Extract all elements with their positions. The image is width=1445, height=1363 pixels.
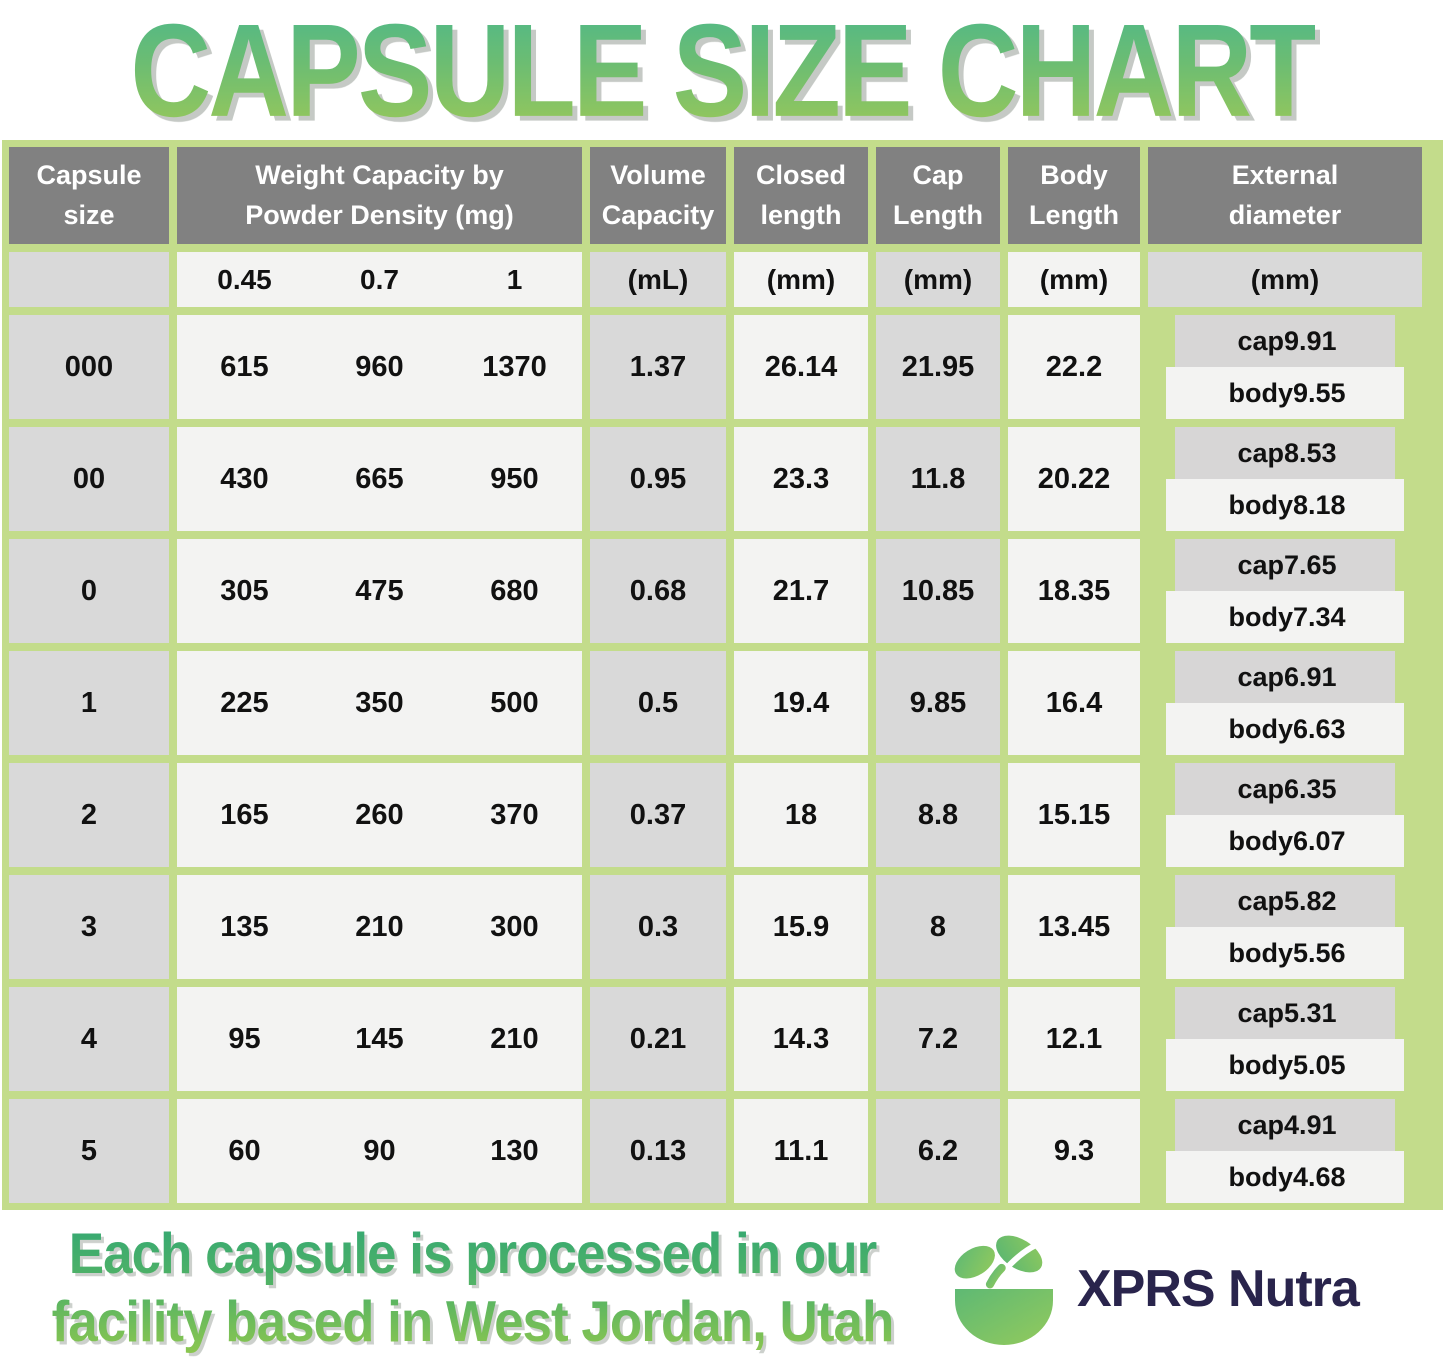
cap-length-cell: 8.8 bbox=[876, 763, 1000, 867]
cap-length-cell: 9.85 bbox=[876, 651, 1000, 755]
external-diameter-cell bbox=[1148, 315, 1422, 419]
external-cap-value: 9.91 bbox=[1283, 325, 1337, 356]
external-body-value: 5.05 bbox=[1292, 1049, 1346, 1080]
external-body-label: body bbox=[1228, 377, 1293, 408]
body-length-cell: 13.45 bbox=[1008, 875, 1140, 979]
external-cap-subrow bbox=[1175, 763, 1394, 815]
external-body-value: 9.55 bbox=[1292, 377, 1346, 408]
capsule-size-cell: 3 bbox=[9, 875, 169, 979]
external-cap-subrow bbox=[1175, 539, 1394, 591]
weight-045-value: 135 bbox=[220, 910, 269, 943]
weight-1-value: 370 bbox=[490, 798, 539, 831]
weight-1-value: 950 bbox=[490, 462, 539, 495]
external-body-subrow bbox=[1166, 591, 1403, 643]
weight-07-value: 210 bbox=[355, 910, 404, 943]
external-body-subrow bbox=[1166, 367, 1403, 419]
external-body-label: body bbox=[1228, 825, 1293, 856]
units-body: (mm) bbox=[1008, 252, 1140, 307]
units-volume: (mL) bbox=[590, 252, 726, 307]
body-length-cell: 18.35 bbox=[1008, 539, 1140, 643]
external-diameter-cell bbox=[1148, 427, 1422, 531]
weight-capacity-cell bbox=[177, 763, 582, 867]
external-diameter-cell bbox=[1148, 987, 1422, 1091]
cap-length-cell: 8 bbox=[876, 875, 1000, 979]
external-body-value: 6.63 bbox=[1292, 713, 1346, 744]
external-cap-label: cap bbox=[1237, 325, 1284, 356]
external-cap-value: 8.53 bbox=[1283, 437, 1337, 468]
external-cap-label: cap bbox=[1237, 549, 1284, 580]
table-row bbox=[9, 539, 1436, 643]
capsule-size-cell: 4 bbox=[9, 987, 169, 1091]
volume-capacity-cell: 0.13 bbox=[590, 1099, 726, 1203]
body-length-cell: 12.1 bbox=[1008, 987, 1140, 1091]
table-row bbox=[9, 987, 1436, 1091]
external-cap-label: cap bbox=[1237, 437, 1284, 468]
closed-length-cell: 11.1 bbox=[734, 1099, 868, 1203]
header-weight-capacity: Weight Capacity by Powder Density (mg) bbox=[177, 147, 582, 244]
weight-045-value: 615 bbox=[220, 350, 269, 383]
external-body-subrow bbox=[1166, 1151, 1403, 1203]
external-cap-label: cap bbox=[1237, 1109, 1284, 1140]
external-cap-label: cap bbox=[1237, 885, 1284, 916]
external-cap-value: 6.91 bbox=[1283, 661, 1337, 692]
weight-capacity-cell bbox=[177, 539, 582, 643]
external-body-subrow bbox=[1166, 479, 1403, 531]
closed-length-cell: 21.7 bbox=[734, 539, 868, 643]
external-body-label: body bbox=[1228, 1161, 1293, 1192]
weight-capacity-cell bbox=[177, 315, 582, 419]
volume-capacity-cell: 0.68 bbox=[590, 539, 726, 643]
table-row bbox=[9, 875, 1436, 979]
brand-logo bbox=[945, 1233, 1359, 1345]
external-body-value: 6.07 bbox=[1292, 825, 1346, 856]
mortar-leaf-icon bbox=[945, 1233, 1063, 1345]
density-045: 0.45 bbox=[217, 263, 272, 295]
table-row bbox=[9, 427, 1436, 531]
external-cap-value: 4.91 bbox=[1283, 1109, 1337, 1140]
external-body-subrow bbox=[1166, 1039, 1403, 1091]
weight-045-value: 305 bbox=[220, 574, 269, 607]
external-body-label: body bbox=[1228, 1049, 1293, 1080]
weight-07-value: 665 bbox=[355, 462, 404, 495]
external-body-subrow bbox=[1166, 927, 1403, 979]
volume-capacity-cell: 0.5 bbox=[590, 651, 726, 755]
weight-1-value: 130 bbox=[490, 1134, 539, 1167]
table-row bbox=[9, 651, 1436, 755]
external-cap-subrow bbox=[1175, 875, 1394, 927]
cap-length-cell: 11.8 bbox=[876, 427, 1000, 531]
weight-045-value: 430 bbox=[220, 462, 269, 495]
external-body-subrow bbox=[1166, 815, 1403, 867]
header-closed-length: Closed length bbox=[734, 147, 868, 244]
density-1: 1 bbox=[506, 263, 523, 295]
weight-045-value: 165 bbox=[220, 798, 269, 831]
header-external-diameter: External diameter bbox=[1148, 147, 1422, 244]
header-cap-length: Cap Length bbox=[876, 147, 1000, 244]
external-cap-value: 5.31 bbox=[1283, 997, 1337, 1028]
weight-capacity-cell bbox=[177, 987, 582, 1091]
external-body-label: body bbox=[1228, 489, 1293, 520]
weight-1-value: 680 bbox=[490, 574, 539, 607]
body-length-cell: 15.15 bbox=[1008, 763, 1140, 867]
closed-length-cell: 15.9 bbox=[734, 875, 868, 979]
weight-07-value: 260 bbox=[355, 798, 404, 831]
table-header-row bbox=[9, 147, 1436, 244]
external-cap-subrow bbox=[1175, 427, 1394, 479]
closed-length-cell: 23.3 bbox=[734, 427, 868, 531]
table-row bbox=[9, 763, 1436, 867]
weight-capacity-cell bbox=[177, 1099, 582, 1203]
capsule-size-table bbox=[2, 140, 1443, 1210]
cap-length-cell: 21.95 bbox=[876, 315, 1000, 419]
external-cap-label: cap bbox=[1237, 773, 1284, 804]
body-length-cell: 16.4 bbox=[1008, 651, 1140, 755]
capsule-size-cell: 000 bbox=[9, 315, 169, 419]
page-header bbox=[0, 0, 1445, 144]
weight-07-value: 90 bbox=[363, 1134, 396, 1167]
external-body-value: 8.18 bbox=[1292, 489, 1346, 520]
external-diameter-cell bbox=[1148, 763, 1422, 867]
external-cap-value: 5.82 bbox=[1283, 885, 1337, 916]
footer-tagline bbox=[0, 1221, 945, 1356]
weight-capacity-cell bbox=[177, 875, 582, 979]
external-cap-label: cap bbox=[1237, 661, 1284, 692]
volume-capacity-cell: 0.95 bbox=[590, 427, 726, 531]
weight-1-value: 300 bbox=[490, 910, 539, 943]
tagline-line-2: facility based in West Jordan, Utah bbox=[51, 1290, 894, 1354]
external-diameter-cell bbox=[1148, 539, 1422, 643]
external-diameter-cell bbox=[1148, 651, 1422, 755]
external-diameter-cell bbox=[1148, 875, 1422, 979]
closed-length-cell: 26.14 bbox=[734, 315, 868, 419]
capsule-size-cell: 1 bbox=[9, 651, 169, 755]
table-row bbox=[9, 315, 1436, 419]
external-cap-label: cap bbox=[1237, 997, 1284, 1028]
cap-length-cell: 7.2 bbox=[876, 987, 1000, 1091]
units-densities bbox=[177, 252, 582, 307]
capsule-size-cell: 00 bbox=[9, 427, 169, 531]
weight-045-value: 60 bbox=[228, 1134, 261, 1167]
external-body-label: body bbox=[1228, 937, 1293, 968]
units-closed: (mm) bbox=[734, 252, 868, 307]
closed-length-cell: 19.4 bbox=[734, 651, 868, 755]
external-body-value: 4.68 bbox=[1292, 1161, 1346, 1192]
cap-length-cell: 10.85 bbox=[876, 539, 1000, 643]
body-length-cell: 20.22 bbox=[1008, 427, 1140, 531]
external-diameter-cell bbox=[1148, 1099, 1422, 1203]
external-cap-subrow bbox=[1175, 1099, 1394, 1151]
density-07: 0.7 bbox=[360, 263, 399, 295]
external-body-value: 7.34 bbox=[1292, 601, 1346, 632]
header-volume-capacity: Volume Capacity bbox=[590, 147, 726, 244]
units-cap: (mm) bbox=[876, 252, 1000, 307]
weight-045-value: 95 bbox=[228, 1022, 261, 1055]
external-cap-value: 6.35 bbox=[1283, 773, 1337, 804]
tagline-line-1: Each capsule is processed in our bbox=[68, 1222, 877, 1287]
weight-07-value: 960 bbox=[355, 350, 404, 383]
header-body-length: Body Length bbox=[1008, 147, 1140, 244]
weight-capacity-cell bbox=[177, 427, 582, 531]
weight-1-value: 210 bbox=[490, 1022, 539, 1055]
volume-capacity-cell: 0.21 bbox=[590, 987, 726, 1091]
external-cap-subrow bbox=[1175, 987, 1394, 1039]
external-body-subrow bbox=[1166, 703, 1403, 755]
external-cap-value: 7.65 bbox=[1283, 549, 1337, 580]
external-cap-subrow bbox=[1175, 651, 1394, 703]
weight-07-value: 475 bbox=[355, 574, 404, 607]
body-length-cell: 9.3 bbox=[1008, 1099, 1140, 1203]
capsule-size-cell: 2 bbox=[9, 763, 169, 867]
external-body-label: body bbox=[1228, 601, 1293, 632]
footer bbox=[0, 1210, 1445, 1363]
page-title: CAPSULE SIZE CHART bbox=[130, 0, 1314, 146]
weight-1-value: 1370 bbox=[482, 350, 547, 383]
capsule-size-cell: 5 bbox=[9, 1099, 169, 1203]
weight-07-value: 145 bbox=[355, 1022, 404, 1055]
brand-name: XPRS Nutra bbox=[1077, 1260, 1359, 1318]
weight-capacity-cell bbox=[177, 651, 582, 755]
external-body-label: body bbox=[1228, 713, 1293, 744]
table-units-row bbox=[9, 252, 1436, 307]
units-capsule-size-empty bbox=[9, 252, 169, 307]
capsule-size-cell: 0 bbox=[9, 539, 169, 643]
header-capsule-size: Capsule size bbox=[9, 147, 169, 244]
volume-capacity-cell: 1.37 bbox=[590, 315, 726, 419]
weight-1-value: 500 bbox=[490, 686, 539, 719]
table-row bbox=[9, 1099, 1436, 1203]
body-length-cell: 22.2 bbox=[1008, 315, 1140, 419]
volume-capacity-cell: 0.37 bbox=[590, 763, 726, 867]
closed-length-cell: 14.3 bbox=[734, 987, 868, 1091]
weight-07-value: 350 bbox=[355, 686, 404, 719]
weight-045-value: 225 bbox=[220, 686, 269, 719]
closed-length-cell: 18 bbox=[734, 763, 868, 867]
units-external: (mm) bbox=[1148, 252, 1422, 307]
volume-capacity-cell: 0.3 bbox=[590, 875, 726, 979]
external-body-value: 5.56 bbox=[1292, 937, 1346, 968]
external-cap-subrow bbox=[1175, 315, 1394, 367]
cap-length-cell: 6.2 bbox=[876, 1099, 1000, 1203]
